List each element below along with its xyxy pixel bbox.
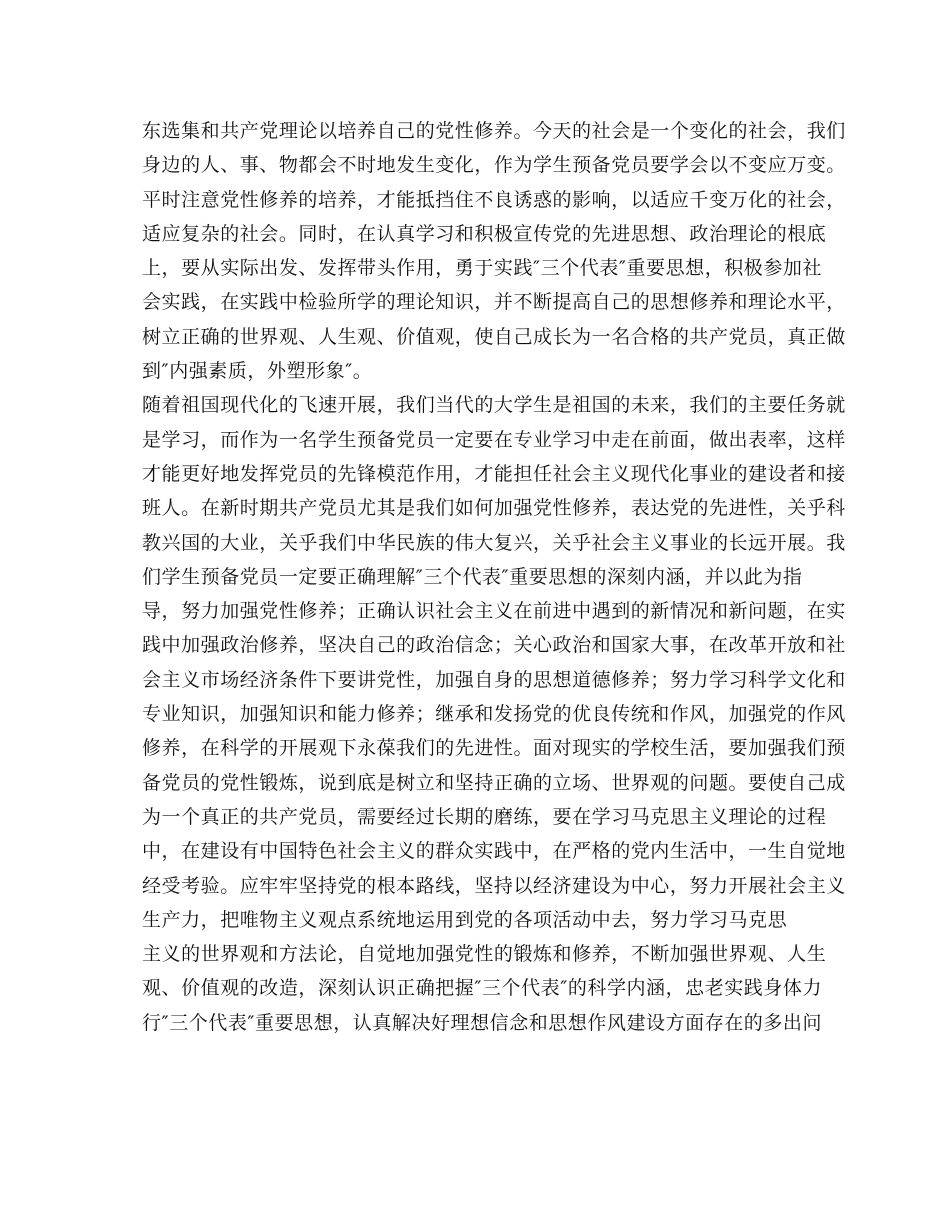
text-line: 备党员的党性锻炼，说到底是树立和坚持正确的立场、世界观的问题。要使自己成 <box>142 771 846 794</box>
text-line: 为一个真正的共产党员，需要经过长期的磨练，要在学习马克思主义理论的过程 <box>142 805 827 828</box>
text-line: 们学生预备党员一定要正确理解″三个代表″重要思想的深刻内涵，并以此为指 <box>142 565 803 588</box>
text-line: 适应复杂的社会。同时，在认真学习和积极宣传党的先进思想、政治理论的根底 <box>142 222 827 245</box>
text-line: 导，努力加强党性修养；正确认识社会主义在前进中遇到的新情况和新问题，在实 <box>142 600 846 623</box>
text-line: 修养，在科学的开展观下永葆我们的先进性。面对现实的学校生活，要加强我们预 <box>142 737 846 760</box>
text-line: 主义的世界观和方法论，自觉地加强党性的锻炼和修养，不断加强世界观、人生 <box>142 943 827 966</box>
text-line: 经受考验。应牢牢坚持党的根本路线，坚持以经济建设为中心，努力开展社会主义 <box>142 874 846 897</box>
document-page <box>142 114 846 1040</box>
text-line: 专业知识，加强知识和能力修养；继承和发扬党的优良传统和作风，加强党的作风 <box>142 703 846 726</box>
text-line: 上，要从实际出发、发挥带头作用，勇于实践″三个代表″重要思想，积极参加社 <box>142 257 822 280</box>
text-line: 生产力，把唯物主义观点系统地运用到党的各项活动中去，努力学习马克思 <box>142 908 788 931</box>
text-line: 会实践，在实践中检验所学的理论知识，并不断提高自己的思想修养和理论水平， <box>142 291 846 314</box>
text-line: 观、价值观的改造，深刻认识正确把握″三个代表″的科学内涵，忠老实践身体力 <box>142 977 822 1000</box>
text-line: 随着祖国现代化的飞速开展，我们当代的大学生是祖国的未来，我们的主要任务就 <box>142 394 846 417</box>
text-line: 会主义市场经济条件下要讲党性，加强自身的思想道德修养；努力学习科学文化和 <box>142 668 846 691</box>
text-line: 身边的人、事、物都会不时地发生变化，作为学生预备党员要学会以不变应万变。 <box>142 154 846 177</box>
text-line: 平时注意党性修养的培养，才能抵挡住不良诱惑的影响，以适应千变万化的社会， <box>142 188 846 211</box>
text-line: 东选集和共产党理论以培养自己的党性修养。今天的社会是一个变化的社会，我们 <box>142 120 846 142</box>
text-line: 是学习，而作为一名学生预备党员一定要在专业学习中走在前面，做出表率，这样 <box>142 428 846 451</box>
text-line: 教兴国的大业，关乎我们中华民族的伟大复兴，关乎社会主义事业的长远开展。我 <box>142 531 846 554</box>
text-line: 树立正确的世界观、人生观、价值观，使自己成长为一名合格的共产党员，真正做 <box>142 325 846 348</box>
text-line: 才能更好地发挥党员的先锋模范作用，才能担任社会主义现代化事业的建设者和接 <box>142 462 846 485</box>
text-line: 践中加强政治修养，坚决自己的政治信念；关心政治和国家大事，在改革开放和社 <box>142 634 846 657</box>
text-line: 中，在建设有中国特色社会主义的群众实践中，在严格的党内生活中，一生自觉地 <box>142 840 846 863</box>
text-line: 到″内强素质，外塑形象″。 <box>142 360 373 383</box>
text-line: 行″三个代表″重要思想，认真解决好理想信念和思想作风建设方面存在的多出问 <box>142 1011 822 1034</box>
text-line: 班人。在新时期共产党员尤其是我们如何加强党性修养，表达党的先进性，关乎科 <box>142 497 846 520</box>
